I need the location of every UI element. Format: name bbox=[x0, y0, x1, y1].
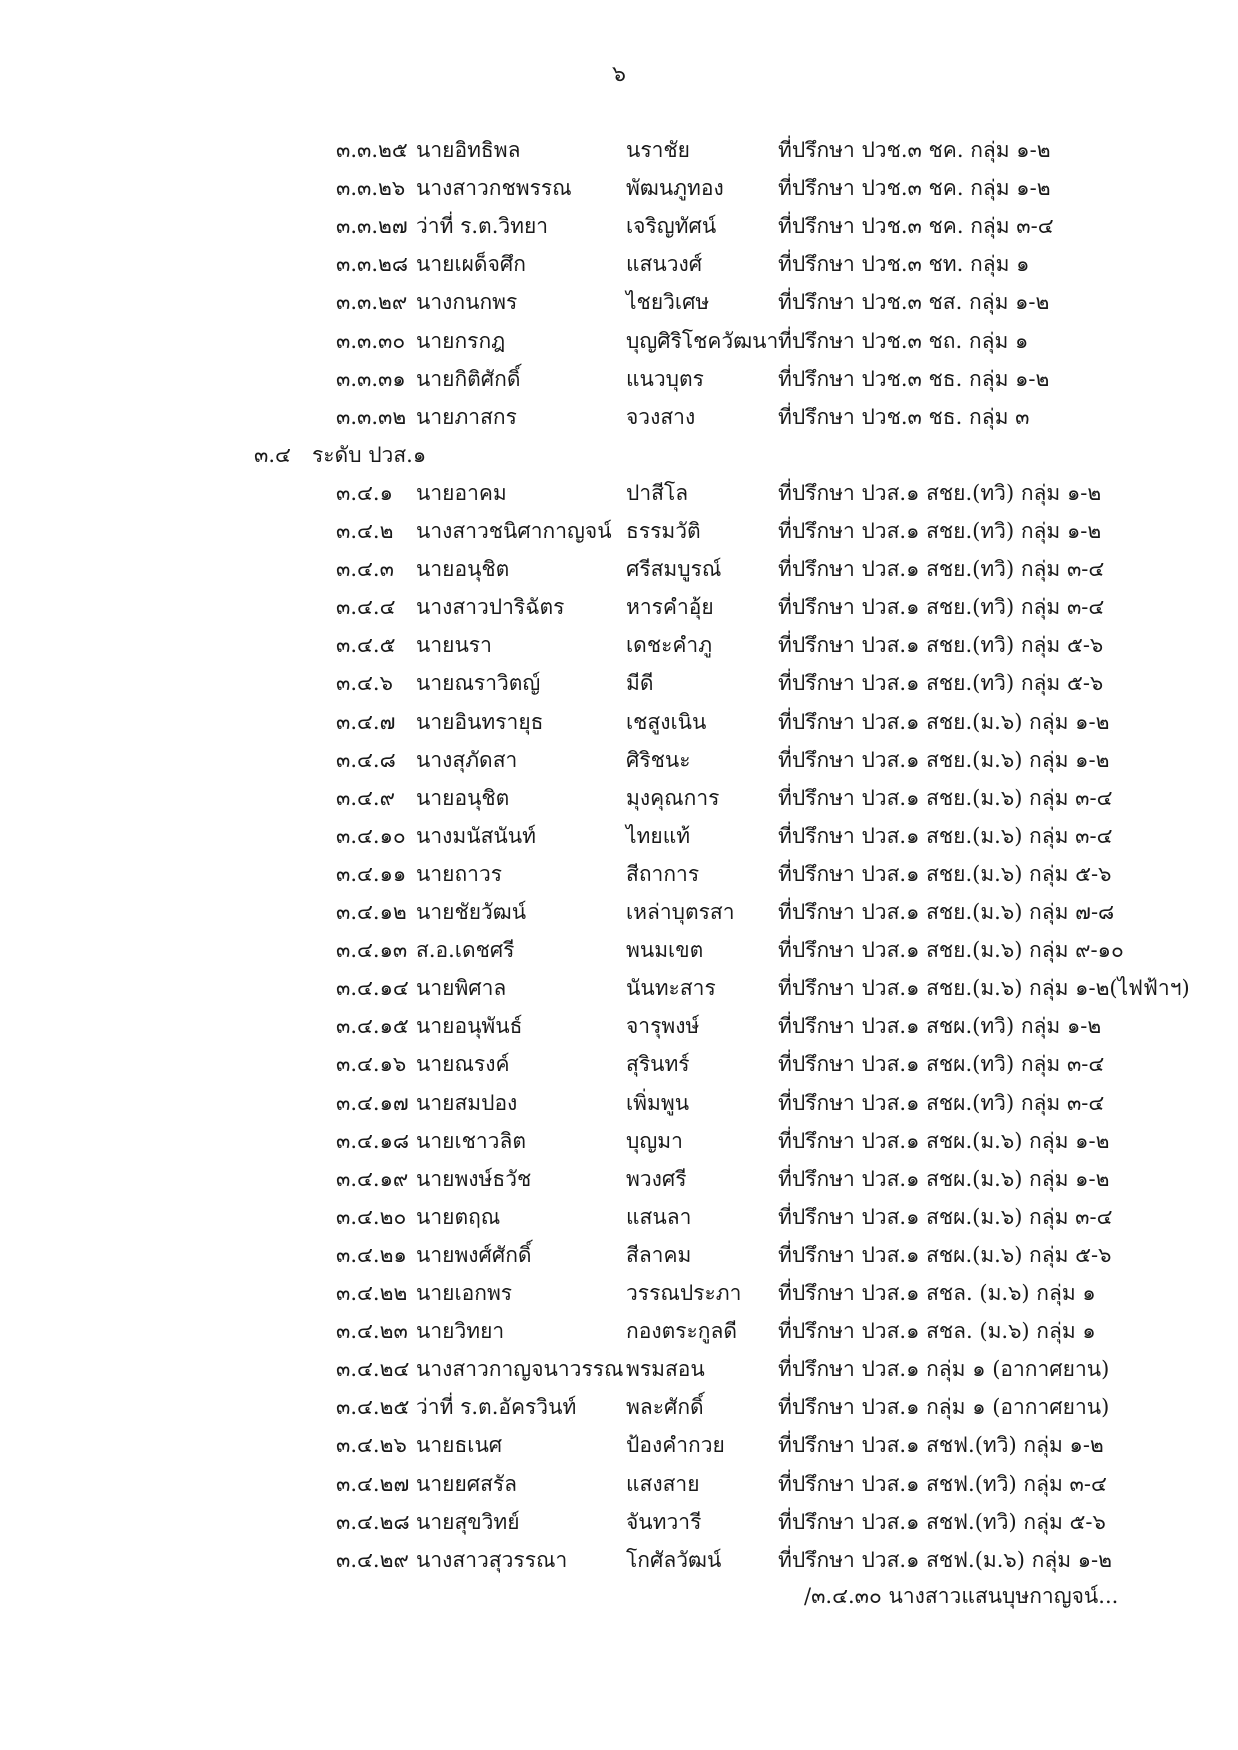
entry-number: ๓.๔.๑๕ bbox=[336, 1014, 409, 1039]
entry-number: ๓.๓.๓๑ bbox=[336, 366, 406, 391]
entry-role: ที่ปรึกษา ปวช.๓ ชค. กลุ่ม ๓-๔ bbox=[778, 214, 1054, 239]
entry-last-name: บุญศิริโชควัฒนา bbox=[626, 328, 779, 353]
entry-last-name: แสนวงศ์ bbox=[626, 252, 703, 277]
entry-first-name: นายอิทธิพล bbox=[416, 138, 521, 162]
entry-last-name: แสนลา bbox=[626, 1204, 692, 1229]
entry-first-name: นายภาสกร bbox=[416, 404, 517, 429]
entry-role: ที่ปรึกษา ปวช.๓ ชท. กลุ่ม ๑ bbox=[778, 252, 1030, 277]
entry-number: ๓.๔.๘ bbox=[336, 747, 396, 772]
entry-last-name: ปาสีโล bbox=[626, 480, 689, 505]
entry-last-name: เชสูงเนิน bbox=[626, 709, 707, 734]
entry-role: ที่ปรึกษา ปวส.๑ สชย.(ทวิ) กลุ่ม ๕-๖ bbox=[778, 633, 1104, 658]
entry-first-name: นายเผด็จศึก bbox=[416, 252, 526, 277]
entry-role: ที่ปรึกษา ปวส.๑ สชล. (ม.๖) กลุ่ม ๑ bbox=[778, 1281, 1096, 1305]
entry-number: ๓.๔.๒๐ bbox=[336, 1204, 407, 1229]
entry-number: ๓.๔.๑๒ bbox=[336, 900, 407, 924]
entry-number: ๓.๔.๒๗ bbox=[336, 1471, 410, 1496]
entry-first-name: นางสาวสุวรรณา bbox=[416, 1547, 568, 1572]
entry-role: ที่ปรึกษา ปวส.๑ สชย.(ทวิ) กลุ่ม ๕-๖ bbox=[778, 671, 1104, 696]
entry-role: ที่ปรึกษา ปวส.๑ สชย.(ม.๖) กลุ่ม ๑-๒(ไฟฟ้าฯ) bbox=[778, 976, 1190, 1001]
entry-first-name: นายกรกฎ bbox=[416, 328, 506, 353]
entry-role: ที่ปรึกษา ปวส.๑ สชย.(ม.๖) กลุ่ม ๕-๖ bbox=[778, 861, 1112, 886]
entry-number: ๓.๔.๔ bbox=[336, 595, 396, 620]
entry-last-name: เดชะคำภู bbox=[626, 633, 713, 658]
entry-last-name: ศรีสมบูรณ์ bbox=[626, 557, 722, 582]
entry-number: ๓.๔.๖ bbox=[336, 671, 393, 696]
entry-number: ๓.๔.๑ bbox=[336, 480, 393, 505]
entry-number: ๓.๔.๑๗ bbox=[336, 1090, 409, 1115]
entry-role: ที่ปรึกษา ปวส.๑ สชผ.(ม.๖) กลุ่ม ๑-๒ bbox=[778, 1166, 1110, 1191]
entry-last-name: วรรณประภา bbox=[626, 1281, 742, 1305]
entry-first-name: นางสาวปาริฉัตร bbox=[416, 595, 565, 620]
entry-role: ที่ปรึกษา ปวส.๑ สชย.(ทวิ) กลุ่ม ๑-๒ bbox=[778, 480, 1102, 505]
entry-last-name: สีถาการ bbox=[626, 861, 700, 886]
entry-role: ที่ปรึกษา ปวส.๑ สชย.(ทวิ) กลุ่ม ๑-๒ bbox=[778, 519, 1102, 543]
entry-last-name: สุรินทร์ bbox=[626, 1052, 690, 1077]
entry-last-name: เจริญทัศน์ bbox=[626, 214, 717, 239]
entry-last-name: โกศัลวัฒน์ bbox=[626, 1547, 722, 1572]
entry-number: ๓.๔.๒๓ bbox=[336, 1319, 408, 1344]
entry-number: ๓.๓.๓๒ bbox=[336, 404, 407, 429]
entry-role: ที่ปรึกษา ปวส.๑ สชย.(ม.๖) กลุ่ม ๓-๔ bbox=[778, 823, 1113, 848]
entry-role: ที่ปรึกษา ปวส.๑ สชผ.(ทวิ) กลุ่ม ๓-๔ bbox=[778, 1090, 1105, 1115]
entry-number: ๓.๓.๓๐ bbox=[336, 328, 406, 353]
entry-number: ๓.๔.๓ bbox=[336, 557, 394, 582]
entry-first-name: ว่าที่ ร.ต.วิทยา bbox=[416, 214, 549, 239]
entry-first-name: นายยศสรัล bbox=[416, 1471, 518, 1496]
continuation-note: /๓.๔.๓๐ นางสาวแสนบุษกาญจน์... bbox=[804, 1584, 1119, 1608]
entry-number: ๓.๔.๒๙ bbox=[336, 1547, 409, 1572]
entry-number: ๓.๔.๗ bbox=[336, 709, 396, 734]
entry-number: ๓.๓.๒๕ bbox=[336, 138, 408, 162]
entry-first-name: นายวิทยา bbox=[416, 1319, 505, 1344]
entry-number: ๓.๔.๒๒ bbox=[336, 1281, 408, 1305]
entry-first-name: นางมนัสนันท์ bbox=[416, 823, 536, 848]
entry-last-name: พละศักดิ์ bbox=[626, 1395, 704, 1420]
entry-first-name: นายพงษ์ธวัช bbox=[416, 1166, 532, 1191]
entry-first-name: นางสาวกาญจนาวรรณ bbox=[416, 1357, 624, 1382]
section-number: ๓.๔ bbox=[254, 442, 291, 467]
entry-first-name: นางสาวชนิศากาญจน์ bbox=[416, 519, 612, 543]
entry-number: ๓.๔.๑๓ bbox=[336, 938, 408, 963]
entry-first-name: นายณรงค์ bbox=[416, 1052, 510, 1077]
entry-role: ที่ปรึกษา ปวส.๑ สชฟ.(ทวิ) กลุ่ม ๕-๖ bbox=[778, 1509, 1106, 1534]
entry-last-name: ศิริชนะ bbox=[626, 747, 691, 772]
entry-last-name: เหล่าบุตรสา bbox=[626, 900, 735, 924]
entry-number: ๓.๔.๑๔ bbox=[336, 976, 409, 1001]
entry-last-name: เพิ่มพูน bbox=[626, 1090, 690, 1115]
entry-first-name: นายเอกพร bbox=[416, 1281, 513, 1305]
entry-role: ที่ปรึกษา ปวส.๑ สชย.(ม.๖) กลุ่ม ๑-๒ bbox=[778, 709, 1110, 734]
entry-role: ที่ปรึกษา ปวส.๑ สชผ.(ทวิ) กลุ่ม ๓-๔ bbox=[778, 1052, 1105, 1077]
entry-role: ที่ปรึกษา ปวส.๑ สชผ.(ม.๖) กลุ่ม ๓-๔ bbox=[778, 1204, 1113, 1229]
entry-first-name: นางสาวกชพรรณ bbox=[416, 176, 572, 201]
entry-role: ที่ปรึกษา ปวช.๓ ชค. กลุ่ม ๑-๒ bbox=[778, 176, 1051, 201]
entry-number: ๓.๓.๒๘ bbox=[336, 252, 409, 277]
entry-role: ที่ปรึกษา ปวส.๑ สชฟ.(ทวิ) กลุ่ม ๑-๒ bbox=[778, 1433, 1104, 1458]
section-title: ระดับ ปวส.๑ bbox=[312, 442, 427, 467]
entry-number: ๓.๔.๑๖ bbox=[336, 1052, 407, 1077]
entry-number: ๓.๔.๑๙ bbox=[336, 1166, 409, 1191]
page-number: ๖ bbox=[612, 62, 626, 87]
entry-number: ๓.๔.๑๘ bbox=[336, 1128, 410, 1153]
entry-role: ที่ปรึกษา ปวส.๑ สชย.(ทวิ) กลุ่ม ๓-๔ bbox=[778, 595, 1105, 620]
entry-first-name: นายตฤณ bbox=[416, 1204, 501, 1229]
entry-last-name: กองตระกูลดี bbox=[626, 1319, 737, 1344]
entry-number: ๓.๓.๒๖ bbox=[336, 176, 406, 201]
entry-last-name: จันทวารี bbox=[626, 1509, 702, 1534]
entry-number: ๓.๔.๙ bbox=[336, 785, 395, 810]
entry-number: ๓.๔.๒๑ bbox=[336, 1242, 407, 1267]
entry-number: ๓.๓.๒๗ bbox=[336, 214, 408, 239]
entry-first-name: นางกนกพร bbox=[416, 290, 518, 315]
entry-first-name: นายอนุชิต bbox=[416, 785, 510, 810]
entry-role: ที่ปรึกษา ปวช.๓ ชถ. กลุ่ม ๑ bbox=[778, 328, 1029, 353]
entry-first-name: นายอนุชิต bbox=[416, 557, 510, 582]
entry-number: ๓.๔.๒๘ bbox=[336, 1509, 410, 1534]
entry-number: ๓.๔.๑๐ bbox=[336, 823, 406, 848]
entry-role: ที่ปรึกษา ปวส.๑ สชฟ.(ม.๖) กลุ่ม ๑-๒ bbox=[778, 1547, 1112, 1572]
entry-last-name: จวงสาง bbox=[626, 404, 696, 429]
entry-last-name: ป้องคำกวย bbox=[626, 1433, 725, 1458]
entry-first-name: นายอนุพันธ์ bbox=[416, 1014, 523, 1039]
entry-role: ที่ปรึกษา ปวช.๓ ชส. กลุ่ม ๑-๒ bbox=[778, 290, 1050, 315]
entry-first-name: นายพิศาล bbox=[416, 976, 507, 1001]
entry-number: ๓.๔.๒ bbox=[336, 519, 394, 543]
entry-number: ๓.๔.๒๕ bbox=[336, 1395, 410, 1420]
entry-role: ที่ปรึกษา ปวส.๑ สชย.(ม.๖) กลุ่ม ๑-๒ bbox=[778, 747, 1110, 772]
entry-role: ที่ปรึกษา ปวส.๑ กลุ่ม ๑ (อากาศยาน) bbox=[778, 1395, 1110, 1420]
entry-role: ที่ปรึกษา ปวส.๑ สชย.(ม.๖) กลุ่ม ๗-๘ bbox=[778, 900, 1115, 924]
entry-number: ๓.๔.๒๔ bbox=[336, 1357, 410, 1382]
entry-role: ที่ปรึกษา ปวส.๑ สชผ.(ม.๖) กลุ่ม ๕-๖ bbox=[778, 1242, 1112, 1267]
entry-first-name: ส.อ.เดชศรี bbox=[416, 938, 515, 963]
entry-role: ที่ปรึกษา ปวช.๓ ชธ. กลุ่ม ๓ bbox=[778, 404, 1030, 429]
entry-last-name: สีลาคม bbox=[626, 1242, 692, 1267]
entry-number: ๓.๔.๕ bbox=[336, 633, 396, 658]
entry-last-name: แนวบุตร bbox=[626, 366, 704, 391]
entry-role: ที่ปรึกษา ปวส.๑ สชย.(ม.๖) กลุ่ม ๓-๔ bbox=[778, 785, 1113, 810]
entry-first-name: นายสุขวิทย์ bbox=[416, 1509, 520, 1534]
entry-last-name: มีดี bbox=[626, 671, 654, 696]
entry-role: ที่ปรึกษา ปวส.๑ สชล. (ม.๖) กลุ่ม ๑ bbox=[778, 1319, 1096, 1344]
entry-role: ที่ปรึกษา ปวช.๓ ชค. กลุ่ม ๑-๒ bbox=[778, 138, 1051, 162]
entry-last-name: บุญมา bbox=[626, 1128, 683, 1153]
entry-role: ที่ปรึกษา ปวส.๑ สชย.(ม.๖) กลุ่ม ๙-๑๐ bbox=[778, 938, 1124, 963]
entry-last-name: แสงสาย bbox=[626, 1471, 700, 1496]
entry-role: ที่ปรึกษา ปวส.๑ สชผ.(ทวิ) กลุ่ม ๑-๒ bbox=[778, 1014, 1102, 1039]
entry-role: ที่ปรึกษา ปวส.๑ สชย.(ทวิ) กลุ่ม ๓-๔ bbox=[778, 557, 1105, 582]
entry-first-name: นายณราวิตญ์ bbox=[416, 671, 541, 696]
entry-first-name: นายธเนศ bbox=[416, 1433, 503, 1458]
entry-last-name: จารุพงษ์ bbox=[626, 1014, 700, 1039]
entry-last-name: นันทะสาร bbox=[626, 976, 716, 1001]
entry-first-name: นายอาคม bbox=[416, 480, 507, 505]
section-heading bbox=[254, 437, 426, 473]
entry-last-name: ธรรมวัติ bbox=[626, 519, 701, 543]
entry-first-name: นายเชาวลิต bbox=[416, 1128, 526, 1153]
entry-first-name: นายกิติศักดิ์ bbox=[416, 366, 521, 391]
entry-first-name: นายนรา bbox=[416, 633, 492, 658]
entry-first-name: นางสุภัดสา bbox=[416, 747, 518, 772]
entry-last-name: ไทยแท้ bbox=[626, 823, 691, 848]
entry-first-name: นายอินทรายุธ bbox=[416, 709, 544, 734]
entry-last-name: ไชยวิเศษ bbox=[626, 290, 710, 315]
entry-last-name: นราชัย bbox=[626, 138, 690, 162]
entry-number: ๓.๓.๒๙ bbox=[336, 290, 408, 315]
entry-last-name: หารคำอุ้ย bbox=[626, 595, 714, 620]
entry-role: ที่ปรึกษา ปวส.๑ สชผ.(ม.๖) กลุ่ม ๑-๒ bbox=[778, 1128, 1110, 1153]
entry-role: ที่ปรึกษา ปวส.๑ กลุ่ม ๑ (อากาศยาน) bbox=[778, 1357, 1110, 1382]
entry-first-name: นายชัยวัฒน์ bbox=[416, 900, 527, 924]
entry-last-name: มุงคุณการ bbox=[626, 785, 720, 810]
entry-role: ที่ปรึกษา ปวส.๑ สชฟ.(ทวิ) กลุ่ม ๓-๔ bbox=[778, 1471, 1107, 1496]
entry-first-name: นายพงศ์ศักดิ์ bbox=[416, 1242, 532, 1267]
entry-number: ๓.๔.๒๖ bbox=[336, 1433, 407, 1458]
entry-first-name: นายสมปอง bbox=[416, 1090, 518, 1115]
entry-first-name: ว่าที่ ร.ต.อัครวินท์ bbox=[416, 1395, 577, 1420]
entry-first-name: นายถาวร bbox=[416, 861, 503, 886]
entry-last-name: พรมสอน bbox=[626, 1357, 705, 1382]
entry-last-name: พัฒนภูทอง bbox=[626, 176, 724, 201]
entry-last-name: พวงศรี bbox=[626, 1166, 687, 1191]
entry-number: ๓.๔.๑๑ bbox=[336, 861, 407, 886]
entry-last-name: พนมเขต bbox=[626, 938, 704, 963]
entry-role: ที่ปรึกษา ปวช.๓ ชธ. กลุ่ม ๑-๒ bbox=[778, 366, 1050, 391]
